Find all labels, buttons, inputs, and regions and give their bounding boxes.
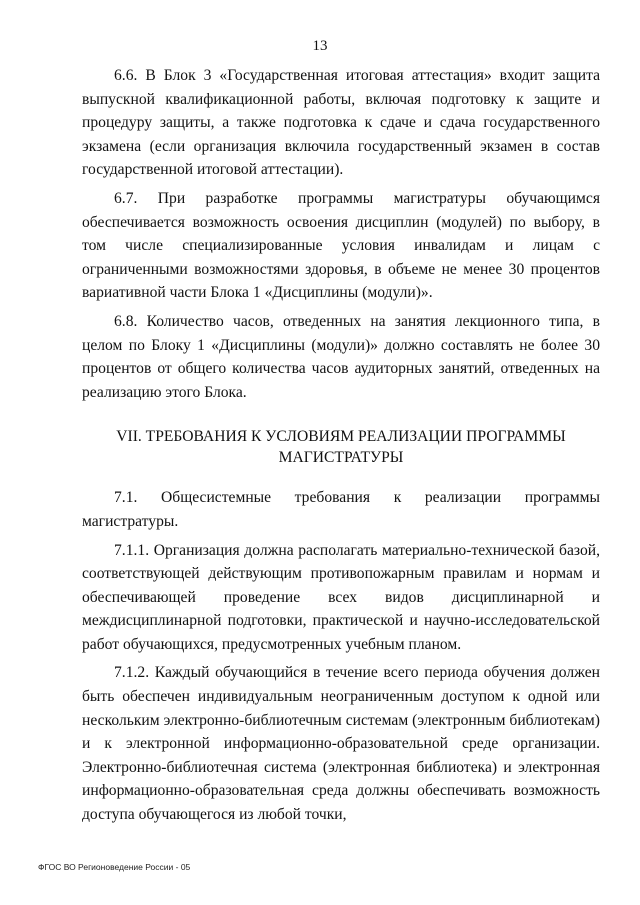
- page-number: 13: [312, 38, 328, 54]
- section-heading-line-1: VII. ТРЕБОВАНИЯ К УСЛОВИЯМ РЕАЛИЗАЦИИ ПРОГРАММЫ: [116, 428, 566, 446]
- section-heading-line-2: МАГИСТРАТУРЫ: [278, 449, 404, 467]
- paragraph-7-1-1: 7.1.1. Организация должна располагать материально-технической базой, соответствующей действующим противопожарным правилам и нормам и обеспечивающей проведение всех видов дисциплинарной и междисциплинарной подготовки, практической и научно-исследовательской работ обучающихся, предусмотренных учебным планом.: [82, 541, 600, 653]
- paragraph-6-6: 6.6. В Блок 3 «Государственная итоговая аттестация» входит защита выпускной квалификационной работы, включая подготовку к защите и процедуру защиты, а также подготовка к сдаче и сдача государственного экзамена (если организация включила государственный экзамен в состав государственной итоговой аттестации).: [82, 67, 600, 179]
- section-heading: [82, 426, 600, 468]
- paragraph-7-1-2: 7.1.2. Каждый обучающийся в течение всего периода обучения должен быть обеспечен индивидуальным неограниченным доступом к одной или нескольким электронно-библиотечным системам (электронным библиотекам) и к электронной информационно-образовательной среде организации. Электронно-библиотечная система (электронная библиотека) и электронная информационно-образовательная среда должны обеспечивать возможность доступа обучающегося из любой точки,: [82, 664, 600, 824]
- paragraph-7-1: 7.1. Общесистемные требования к реализации программы магистратуры.: [82, 489, 600, 530]
- document-body: [82, 64, 600, 832]
- footer-caption: ФГОС ВО Регионоведение России - 05: [38, 862, 191, 872]
- paragraph-6-8: 6.8. Количество часов, отведенных на занятия лекционного типа, в целом по Блоку 1 «Дисциплины (модули)» должно составлять не более 30 процентов от общего количества часов аудиторных занятий, отведенных на реализацию этого Блока.: [82, 312, 600, 401]
- paragraph-6-7: 6.7. При разработке программы магистратуры обучающимся обеспечивается возможность освоения дисциплин (модулей) по выбору, в том числе специализированные условия инвалидам и лицам с ограниченными возможностями здоровья, в объеме не менее 30 процентов вариативной части Блока 1 «Дисциплины (модули)».: [82, 189, 600, 302]
